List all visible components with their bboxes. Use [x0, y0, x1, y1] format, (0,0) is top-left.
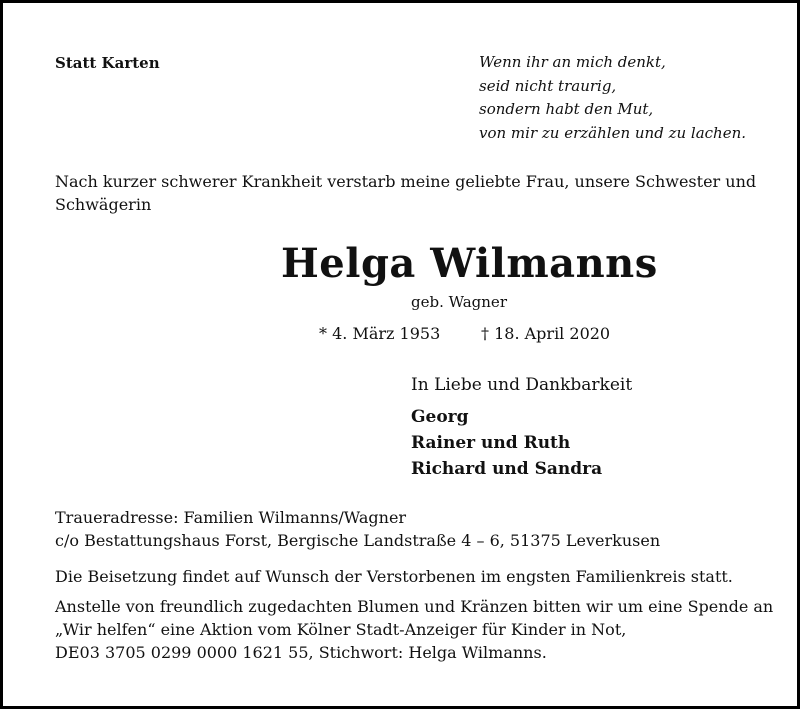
donation-request: [55, 595, 773, 664]
mourning-address: [55, 506, 660, 552]
address-line: Traueradresse: Familien Wilmanns/Wagner: [55, 508, 407, 527]
header-statt-karten: Statt Karten: [55, 54, 160, 72]
donation-line: „Wir helfen“ eine Aktion vom Kölner Stadt-Anzeiger für Kinder in Not,: [55, 620, 627, 639]
deceased-name: Helga Wilmanns: [281, 240, 658, 287]
intro-text: [55, 170, 756, 216]
death-date: † 18. April 2020: [481, 324, 611, 343]
donation-line: DE03 3705 0299 0000 1621 55, Stichwort: Helga Wilmanns.: [55, 643, 547, 662]
poem-line: Wenn ihr an mich denkt,: [479, 53, 666, 71]
burial-note: Die Beisetzung findet auf Wunsch der Verstorbenen im engsten Familienkreis statt.: [55, 567, 733, 586]
intro-line: Schwägerin: [55, 195, 152, 214]
poem-line: seid nicht traurig,: [479, 76, 617, 95]
mourner-name: Richard und Sandra: [411, 459, 603, 479]
maiden-name: geb. Wagner: [411, 293, 507, 311]
address-line: c/o Bestattungshaus Forst, Bergische Landstraße 4 – 6, 51375 Leverkusen: [55, 531, 661, 550]
mourner-name: Georg: [411, 407, 469, 427]
poem-line: sondern habt den Mut,: [479, 100, 654, 118]
birth-date: * 4. März 1953: [319, 324, 441, 343]
donation-line: Anstelle von freundlich zugedachten Blumen und Kränzen bitten wir um eine Spende an: [55, 597, 774, 616]
poem-line: von mir zu erzählen und zu lachen.: [479, 123, 747, 142]
intro-line: Nach kurzer schwerer Krankheit verstarb meine geliebte Frau, unsere Schwester und: [55, 172, 757, 191]
gratitude-line: In Liebe und Dankbarkeit: [411, 375, 633, 395]
poem: [479, 51, 746, 145]
mourner-name: Rainer und Ruth: [411, 433, 571, 453]
